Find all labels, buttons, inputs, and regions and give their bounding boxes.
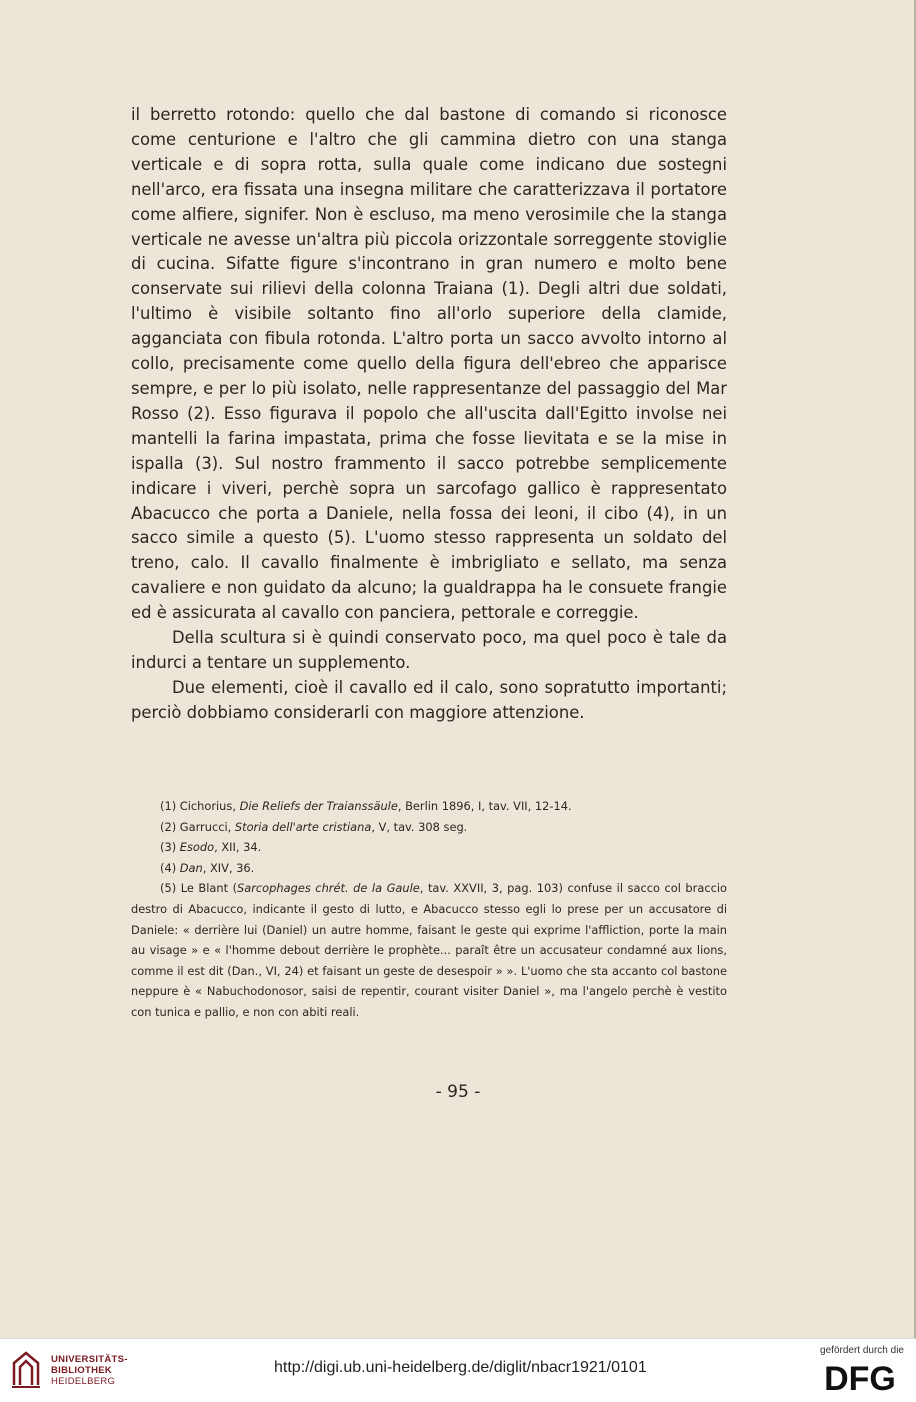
footnote-rest: , tav. XXVII, 3, pag. 103) confuse il sacco col braccio destro di Abacucco, indicante il gesto di lutto, e Abacucco stesso egli lo prese per un accusatore di Daniele: « derrière lui (Daniel) un autre homme, faisant le geste qui exprime l'affliction, porte la main au visage » e « l'homme debout derrière le prophète... paraît être un accusateur condamné aux lions, comme il est dit (Dan., VI, 24) et faisant un geste de desespoir » ». L'uomo che sta accanto col bastone neppure è « Nabuchodonosor, saisi de repentir, courant visiter Daniel », ma l'angelo perchè è vestito con tunica e pallio, e non con abiti reali. (131, 881, 727, 1019)
body-paragraph: il berretto rotondo: quello che dal bastone di comando si riconosce come centurione e l'altro che gli cammina dietro con una stanga verticale e di sopra rotta, sulla quale come indicano due sostegni nell'arco, era fissata una insegna militare che caratterizzava il portatore come alfiere, signifer. Non è escluso, ma meno verosimile che la stanga verticale ne avesse un'altra più piccola orizzontale sorreggente stoviglie di cucina. Sifatte figure s'incontrano in gran numero e molto bene conservate sui rilievi della colonna Traiana (1). Degli altri due soldati, l'ultimo è visibile soltanto fino all'orlo superiore della clamide, agganciata con fibula rotonda. L'altro porta un sacco avvolto intorno al collo, precisamente come quello della figura dell'ebreo che apparisce sempre, e per lo più isolato, nelle rappresentanze del passaggio del Mar Rosso (2). Esso figurava il popolo che all'uscita dall'Egitto involse nei mantelli la farina impastata, prima che fosse lievitata e se la mise in ispalla (3). Sul nostro frammento il sacco potrebbe semplicemente indicare i viveri, perchè sopra un sarcofago gallico è rappresentato Abacucco che porta a Daniele, nella fossa dei leoni, il cibo (4), in un sacco simile a questo (5). L'uomo stesso rappresenta un soldato del treno, calo. Il cavallo finalmente è imbrigliato e sellato, ma senza cavaliere e non guidato da alcuno; la gualdrappa ha le consuete frangie ed è assicurata al cavallo con panciera, pettorale e correggie. (131, 105, 727, 623)
footnote-title: Die Reliefs der Traianssäule (239, 799, 398, 813)
footnote-number: (2) (160, 819, 177, 834)
footnote-title: Storia dell'arte cristiana (234, 819, 372, 834)
footnote-rest: , V, tav. 308 seg. (371, 819, 468, 834)
footnote-number: (4) (160, 860, 177, 875)
footnote (131, 858, 727, 879)
library-name-line: UNIVERSITÄTS- (51, 1354, 128, 1365)
footnote-rest: , Berlin 1896, I, tav. VII, 12-14. (397, 799, 572, 813)
dfg-logo-text: DFG (824, 1361, 896, 1393)
footnote (131, 796, 727, 817)
footnote-text: Le Blant ( (176, 881, 238, 896)
footnote-number: (5) (160, 881, 177, 896)
page-number: - 95 - (435, 1082, 481, 1102)
permalink-url[interactable]: http://digi.ub.uni-heidelberg.de/diglit/nbacr1921/0101 (274, 1359, 647, 1376)
funder-label: gefördert durch die (820, 1345, 904, 1356)
dfg-logo-icon (816, 1361, 904, 1393)
footnote-text: Cichorius, (176, 799, 240, 813)
footnote-title: Esodo (179, 840, 215, 855)
library-name (51, 1354, 128, 1387)
footnote-number: (1) (160, 799, 177, 813)
footnote-rest: , XIV, 36. (202, 860, 255, 875)
footnote-rest: , XII, 34. (214, 840, 262, 855)
library-name-line: BIBLIOTHEK (51, 1365, 113, 1376)
body-paragraph: Due elementi, cioè il cavallo ed il calo, sono sopratutto importanti; perciò dobbiamo considerarli con maggiore attenzione. (131, 677, 727, 722)
footnote-title: Sarcophages chrét. de la Gaule (237, 881, 420, 896)
body-text (131, 103, 727, 726)
footnote (131, 878, 727, 1022)
footnote (131, 817, 727, 838)
footnote-number: (3) (160, 840, 177, 855)
university-library-logo-icon (10, 1349, 42, 1389)
body-paragraph: Della scultura si è quindi conservato poco, ma quel poco è tale da indurci a tentare un supplemento. (131, 628, 727, 672)
footnotes (131, 796, 727, 1023)
viewer-footer (0, 1338, 916, 1402)
footnote-text: Garrucci, (176, 819, 235, 834)
footnote (131, 837, 727, 858)
library-name-line: HEIDELBERG (51, 1376, 116, 1387)
footnote-title: Dan (179, 860, 203, 875)
